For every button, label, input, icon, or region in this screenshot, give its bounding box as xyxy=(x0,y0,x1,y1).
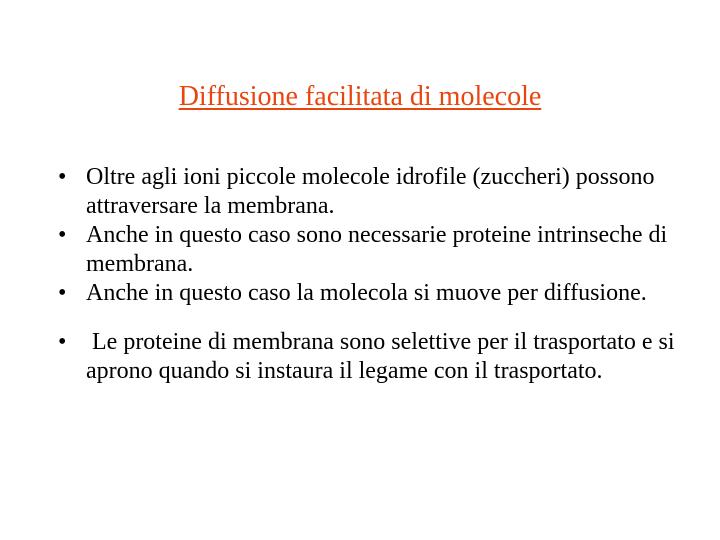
bullet-item xyxy=(58,328,698,386)
bullet-text: Anche in questo caso la molecola si muove per diffusione. xyxy=(86,280,647,306)
bullet-item xyxy=(58,163,698,221)
bullet-dot-icon: • xyxy=(58,329,67,355)
bullet-text: Oltre agli ioni piccole molecole idrofile (zuccheri) possono attraversare la membrana. xyxy=(86,164,655,219)
bullet-list xyxy=(58,163,698,386)
slide-title: Diffusione facilitata di molecole xyxy=(178,81,542,112)
bullet-item xyxy=(58,279,698,308)
bullet-item xyxy=(58,221,698,279)
bullet-text: Le proteine di membrana sono selettive per il trasportato e si aprono quando si instaura il legame con il trasportato. xyxy=(86,329,681,384)
bullet-dot-icon: • xyxy=(58,164,67,190)
bullet-text: Anche in questo caso sono necessarie proteine intrinseche di membrana. xyxy=(86,222,668,277)
bullet-dot-icon: • xyxy=(58,280,67,306)
bullet-dot-icon: • xyxy=(58,222,67,248)
